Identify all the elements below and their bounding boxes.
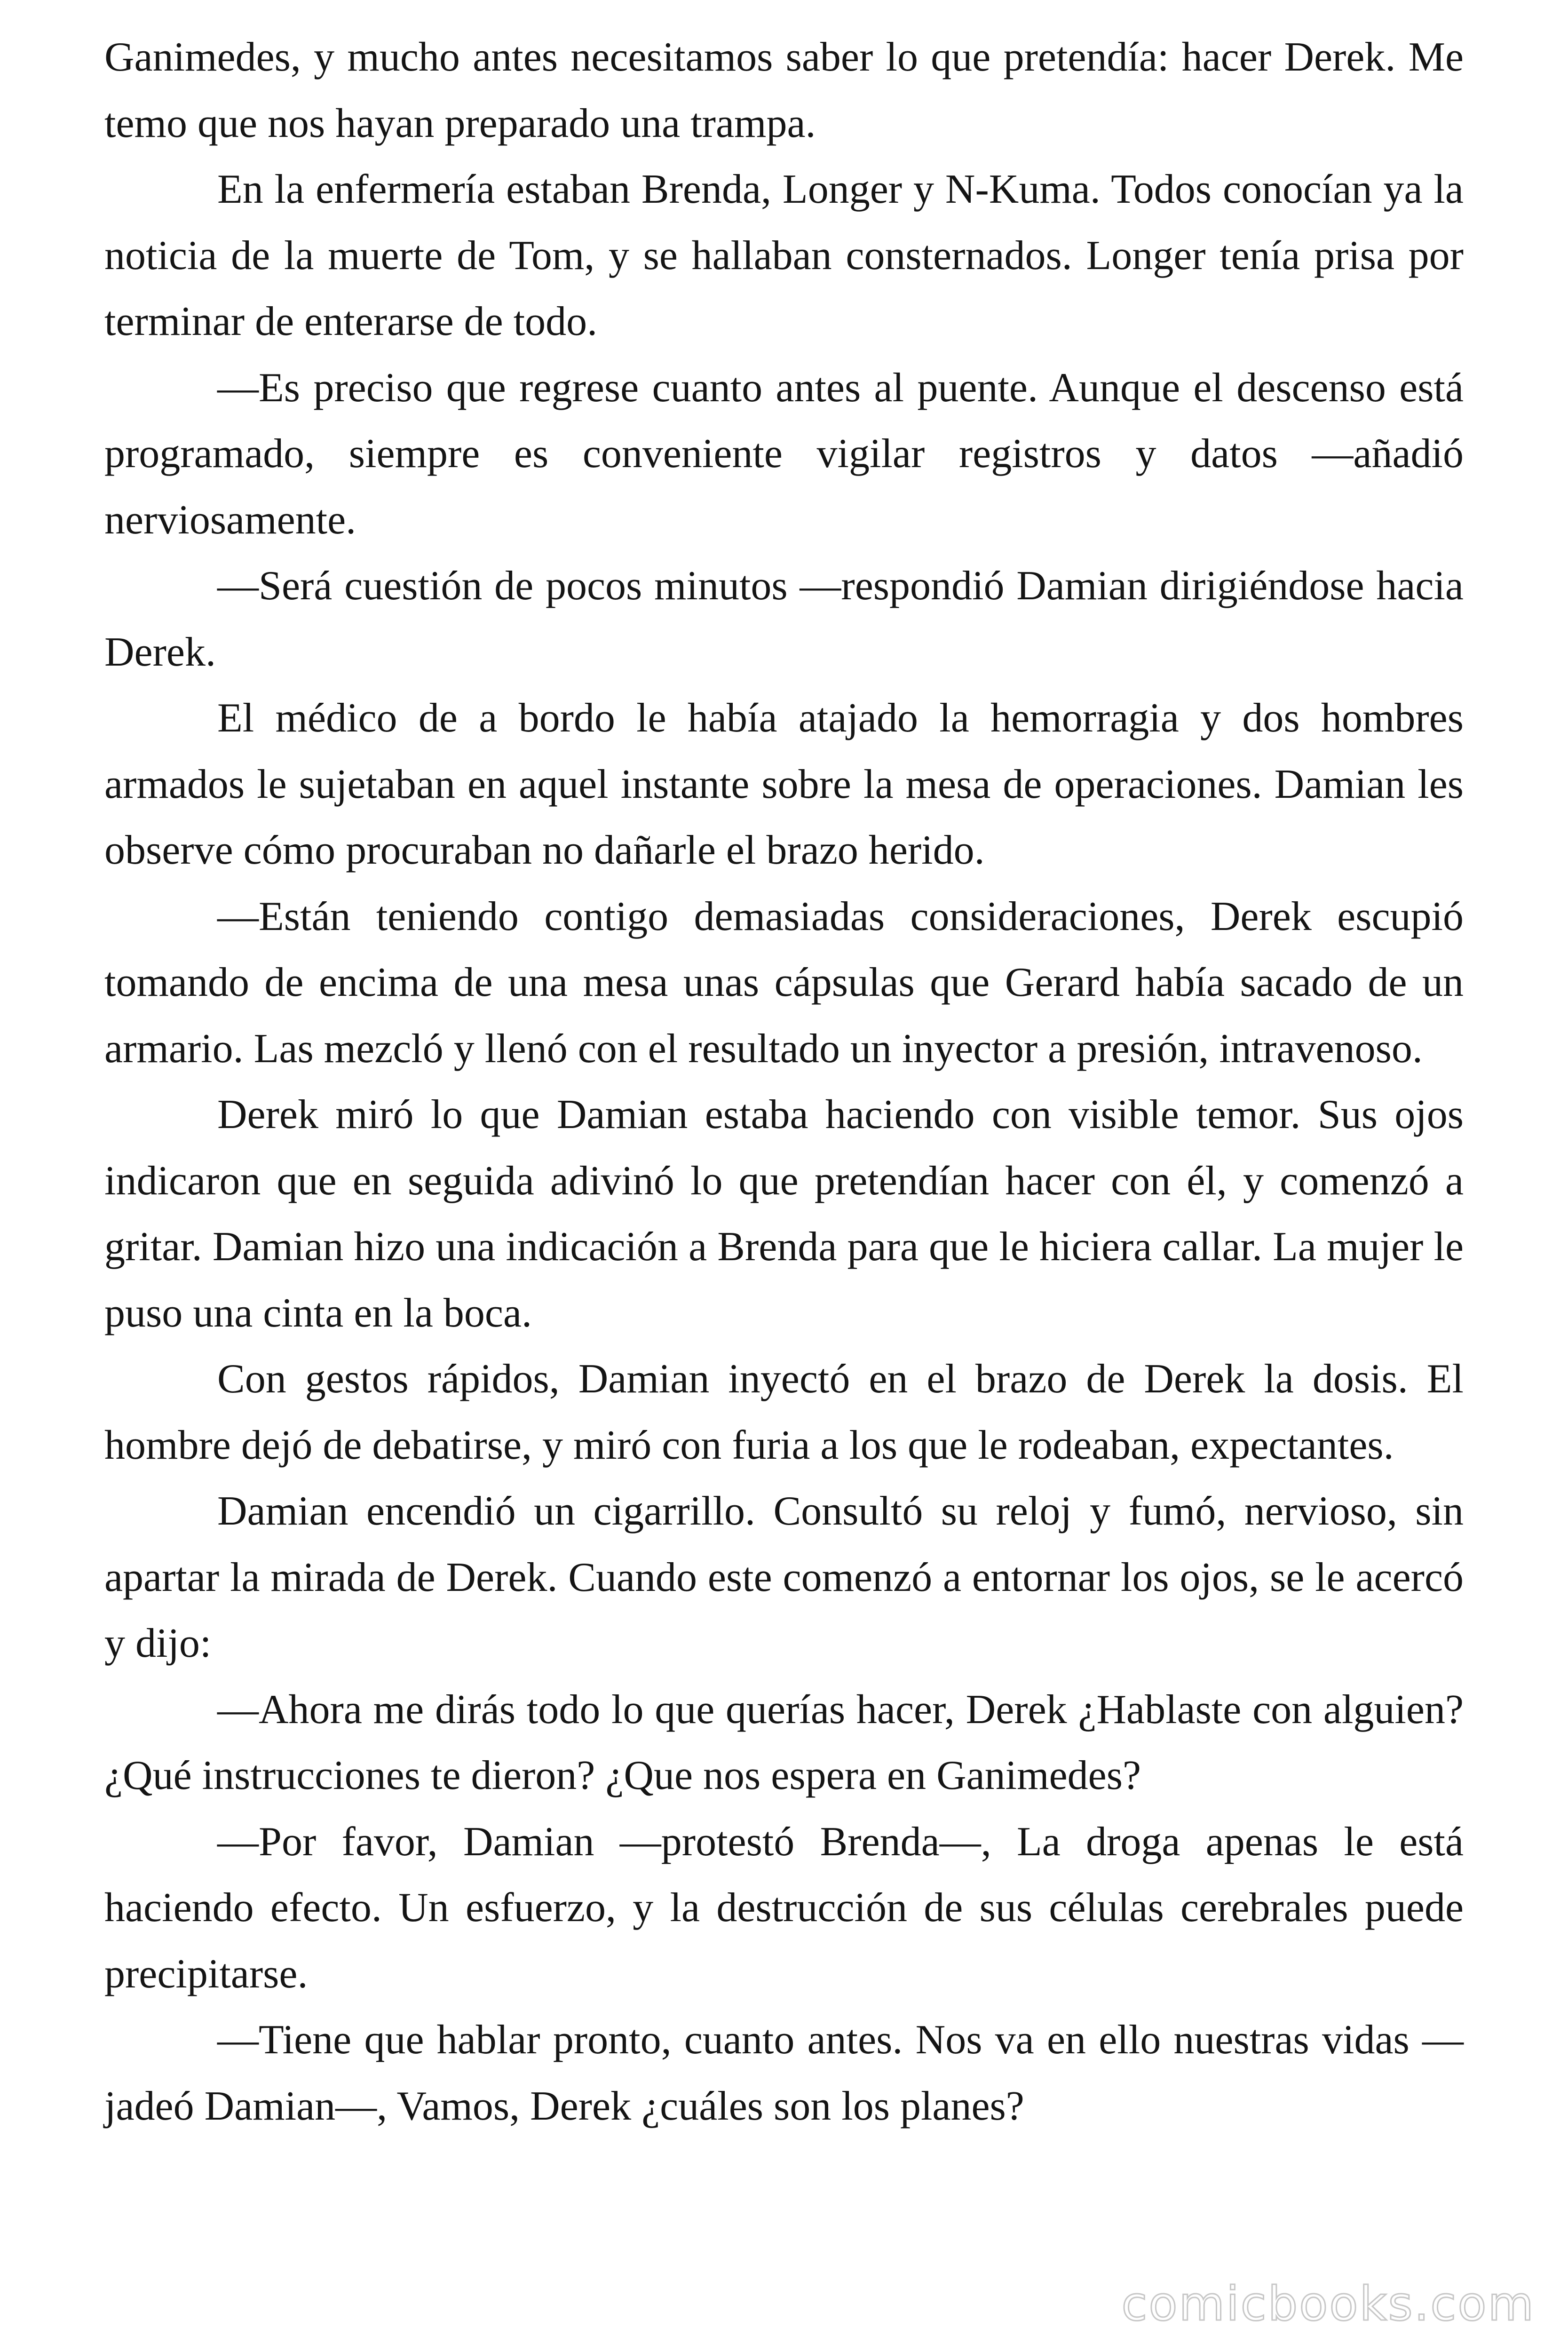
paragraph: —Es preciso que regrese cuanto antes al puente. Aunque el descenso está programado, siempre es conveniente vigilar registros y datos —añadió nerviosamente. bbox=[104, 365, 1464, 543]
paragraph: —Por favor, Damian —protestó Brenda—, La droga apenas le está haciendo efecto. Un esfuerzo, y la destrucción de sus células cerebrales puede precipitarse. bbox=[104, 1819, 1464, 1997]
paragraph: El médico de a bordo le había atajado la hemorragia y dos hombres armados le sujetaban en aquel instante sobre la mesa de operaciones. Damian les observe cómo procuraban no dañarle el brazo herido. bbox=[104, 695, 1464, 873]
paragraph: —Están teniendo contigo demasiadas consideraciones, Derek escupió tomando de encima de una mesa unas cápsulas que Gerard había sacado de un armario. Las mezcló y llenó con el resultado un inyector a presión, intravenoso. bbox=[104, 893, 1464, 1072]
paragraph: —Será cuestión de pocos minutos —respondió Damian dirigiéndose hacia Derek. bbox=[104, 563, 1464, 675]
paragraph: Derek miró lo que Damian estaba haciendo con visible temor. Sus ojos indicaron que en seguida adivinó lo que pretendían hacer con él, y comenzó a gritar. Damian hizo una indicación a Brenda para que le hiciera callar. La mujer le puso una cinta en la boca. bbox=[104, 1092, 1464, 1336]
watermark: comicbooks.com bbox=[1121, 2276, 1535, 2331]
paragraph: En la enfermería estaban Brenda, Longer y N-Kuma. Todos conocían ya la noticia de la muerte de Tom, y se hallaban consternados. Longer tenía prisa por terminar de enterarse de todo. bbox=[104, 167, 1464, 344]
paragraph-continuation: Ganimedes, y mucho antes necesitamos saber lo que pretendía: hacer Derek. Me temo que nos hayan preparado una trampa. bbox=[104, 34, 1464, 146]
page-text bbox=[104, 24, 1464, 2139]
paragraph: —Ahora me dirás todo lo que querías hacer, Derek ¿Hablaste con alguien? ¿Qué instrucciones te dieron? ¿Que nos espera en Ganimedes? bbox=[104, 1686, 1464, 1798]
paragraph: —Tiene que hablar pronto, cuanto antes. Nos va en ello nuestras vidas —jadeó Damian—, Vamos, Derek ¿cuáles son los planes? bbox=[104, 2017, 1464, 2129]
paragraph: Damian encendió un cigarrillo. Consultó su reloj y fumó, nervioso, sin apartar la mirada de Derek. Cuando este comenzó a entornar los ojos, se le acercó y dijo: bbox=[104, 1488, 1464, 1666]
paragraph: Con gestos rápidos, Damian inyectó en el brazo de Derek la dosis. El hombre dejó de debatirse, y miró con furia a los que le rodeaban, expectantes. bbox=[104, 1356, 1464, 1468]
